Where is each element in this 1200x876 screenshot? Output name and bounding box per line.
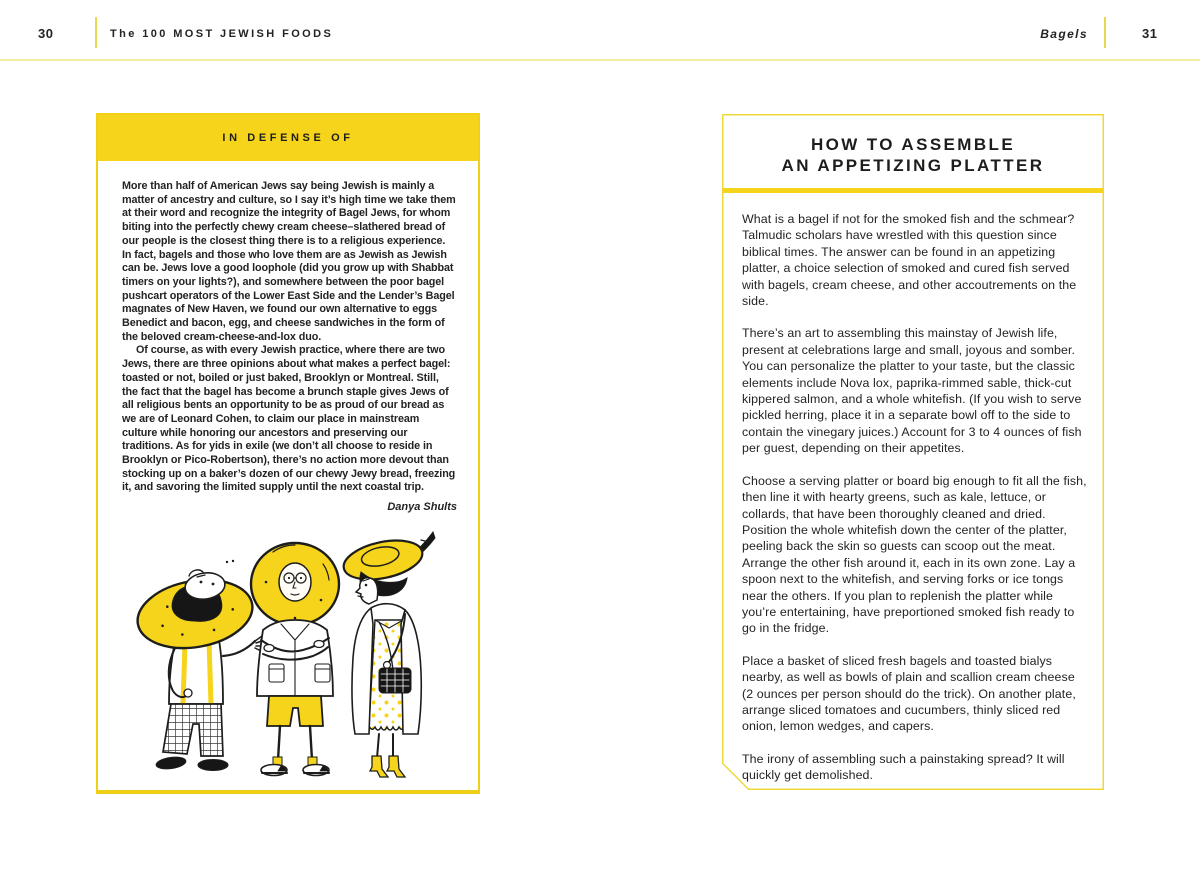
right-page-number: 31 [1142,26,1158,41]
bagel-woman-right [340,532,435,777]
author-signature: Danya Shults [387,501,457,514]
how-to-title-line2: AN APPETIZING PLATTER [781,156,1045,175]
how-to-paragraph: Place a basket of sliced fresh bagels and toasted bialys nearby, as well as bowls of plain and scallion cream cheese (2 ounces per person should do the trick). On another plate, arrange sliced tomatoes and cucumbers, thinly sliced red onion, lemon wedges, and capers. [742,653,1076,734]
appetizing-platter-box [722,114,1104,790]
bagel-man-center [251,543,339,776]
header-divider-left [95,17,97,48]
in-defense-of-heading: IN DEFENSE OF [98,115,478,161]
how-to-body [742,211,1088,800]
book-title: The 100 MOST JEWISH FOODS [110,28,334,40]
how-to-title [722,114,1104,176]
how-to-paragraph: What is a bagel if not for the smoked fish and the schmear? Talmudic scholars have wrestled with this question since biblical times. The answer can be found in an appetizing platter, a choice selection of smoked and cured fish served with bagels, cream cheese, and other accoutrements on the side. [742,212,1077,309]
header-rule [0,59,1200,61]
header-divider-right [1104,17,1106,48]
chapter-title: Bagels [1040,27,1088,41]
in-defense-of-box [96,113,480,794]
left-page-number: 30 [38,26,54,41]
how-to-paragraph: Choose a serving platter or board big enough to fit all the fish, then line it with hearty greens, such as kale, lettuce, or collards, that have been thoroughly cleaned and dried. Position the whole whitefish down the center of the platter, peeling back the skin so guests can scoop out the meat. Arrange the other fish around it, each in its own zone. Lay a spoon next to the whitefish, and serving forks or ice tongs near the others. If you plan to replenish the platter while you’re entertaining, have preportioned smoked fish ready to go in the fridge. [742,473,1087,636]
bagel-people-illustration [123,530,453,782]
bagel-man-left [132,560,268,771]
essay-paragraph: More than half of American Jews say being Jewish is mainly a matter of ancestry and culture, so I say it’s high time we take them at their word and recognize the integrity of Bagel Jews, for whom biting into the perfectly chewy cream cheese–slathered bread of our people is the closest thing there is to a religious experience. In fact, bagels and those who love them are as Jewish as Jewish can be. Jews love a good loophole (did you grow up with Shabbat timers on your lights?), and somewhere between the poor bagel pushcart operators of the Lower East Side and the Lender’s Bagel magnates of New Haven, we found our own alternative to eggs Benedict and bacon, egg, and cheese sandwiches in the form of the beloved cream-cheese-and-lox duo. [122,180,456,343]
how-to-title-line1: HOW TO ASSEMBLE [810,135,1016,154]
essay-body [98,161,478,495]
title-rule [723,188,1103,193]
how-to-paragraph: The irony of assembling such a painstaking spread? It will quickly get demolished. [742,751,1065,783]
how-to-paragraph: There’s an art to assembling this mainstay of Jewish life, present at celebrations large and small, joyous and somber. You can personalize the platter to your taste, but the classic elements include Nova lox, paprika-rimmed sable, thick-cut kippered salmon, and a whole whitefish. (If you wish to serve pickled herring, place it in a separate bowl off to the side to contain the vinegary juices.) Account for 3 to 4 ounces of fish per guest, depending on their appetites. [742,326,1082,456]
essay-paragraph: Of course, as with every Jewish practice, where there are two Jews, there are three opinions about what makes a perfect bagel: toasted or not, boiled or just baked, Brooklyn or Montreal. Still, the fact that the bagel has become a brunch staple gives Jews of all religious bents an opportunity to be as proud of our bread as we are of Leonard Cohen, to claim our place in mainstream culture while honoring our ancestors and preserving our traditions. As for yids in exile (we don’t all choose to reside in Brooklyn or Pico-Robertson), there’s no action more devout than stocking up on a baker’s dozen of our chewy Jewy bread, freezing it, and savoring the limited supply until the next coastal trip. [122,344,456,494]
